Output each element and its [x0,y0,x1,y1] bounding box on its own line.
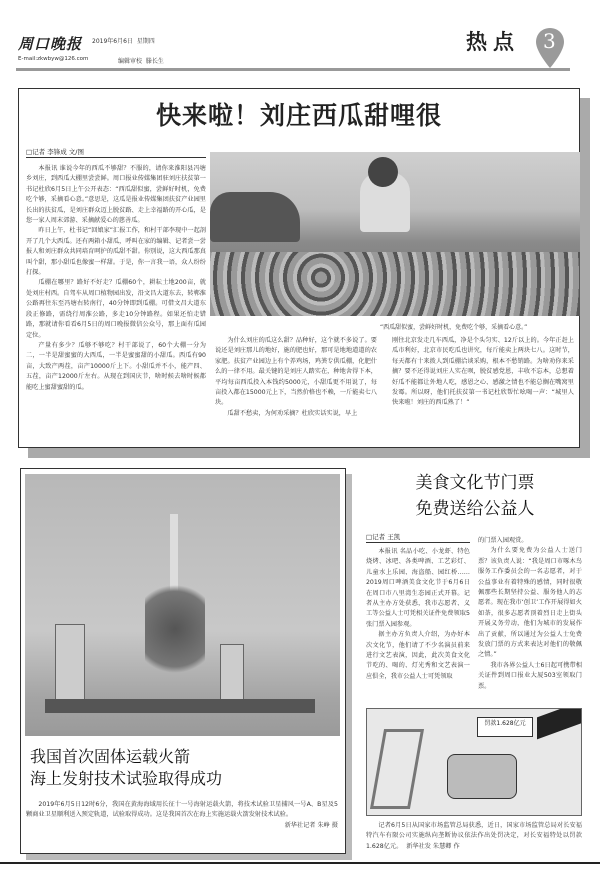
paragraph: 昨日上午，杜书记“回娘家”汇报工作，和村干部李现中一起剖开了几个大西瓜。还有两箱小甜瓜，呼叫在家的编辑、记者尝一尝报人和刘庄群众共同培育呵护的瓜甜不甜。你别说，这大西瓜那真叫个甜，那小甜瓜也像蜜一样甜。于是，你一言我一语，众人纷纷打探。 [26,227,206,277]
editor-label: 编辑审校 [118,58,143,65]
ford-fine-body [366,821,582,852]
headline-rocket [30,746,222,790]
paragraph: 为什么刘庄的瓜这么甜？品种好，这个就不多说了。要说还是刘庄那儿的地好，施的肥也好，那可是地地道道的农家肥。扶贫产业园边上有个养鸡场，鸡粪专供瓜棚，化肥什么的一律不用。最关键的是刘庄人踏实在，种地舍得下本，平均每亩西瓜投入本钱约5000元，小甜瓜更不用说了，每亩投入都在15000元上下，当然价格也不赖，一斤能卖七八块。 [215,337,377,407]
headline-line: 免费送给公益人 [415,499,535,519]
cartoon-credit: 新华社发 朱慧卿 作 [406,842,460,850]
paragraph: 瓜棚在哪里？路好不好走？瓜棚60个，耕耘土地200亩，就处刘庄村西。自驾车从周口植物园出发，沿文昌大道东去，转郸淮公路再往东至冯塘右转南行，40分钟即到瓜棚。可借文昌大道东段正修路，需绕行周淮公路，多走10分钟路程。如果还怕走错路，那就请你看看6月5日的周口晚报微信公众号，那上面有瓜园定位。 [26,279,206,339]
headline-watermelon: 快来啦！刘庄西瓜甜哩很 [155,101,442,130]
paragraph: 2019年6月5日12时6分，我国在黄海海域用长征十一号海射运载火箭，将技术试验卫星捕风一号A、B星及5颗商业卫星顺利送入预定轨道，试验取得成功。这是我国首次在海上实施运载火箭发射技术试验。 [26,801,338,819]
byline: □记者 李锋成 文/图 [26,147,206,158]
paragraph: 我市各界公益人士6日起可携带相关证件到周口报业大厦503室领取门票。 [478,661,582,690]
weekday: 星期四 [136,38,155,45]
page-number: 3 [543,29,556,53]
rocket-body [26,800,338,831]
footer-rule [0,862,600,864]
masthead-logo: 周口晚报 [18,35,83,53]
food-column-1 [366,547,470,682]
paragraph: 据主办方负责人介绍，为办好本次文化节，他们请了不少名演员前来进行文艺表演，因此，此次美食文化节吃的、喝的、灯光秀和文艺表演一应俱全，我市公益人士可凭领取 [366,631,470,680]
headline-food-festival [365,470,585,522]
paragraph: 为什么要免费为公益人士送门票？该负责人说：“我是周口市啄木鸟服务工作委员会的一名志愿者，对于公益事业有着特殊的感情，同时很敬佩那些长期坚持公益、服务他人的志愿者。现在我市‘创卫’工作开展得如火如荼，很多志愿者顶着烈日走上街头开展义务劳动，他们为城市的发展作出了贡献，所以通过为公益人士免费发放门票的方式来表达对他们的敬佩之情。” [478,547,582,659]
watermelon-photo [210,152,580,316]
paragraph: 产量有多少？瓜够不够吃？村干部说了，60个大棚一分为二，一半是甜蜜蜜的大西瓜，一半是蜜蜜甜的小甜瓜。西瓜有90亩，大致产两茬，亩产10000斤上下。小甜瓜并不小，能产四、五茬，亩产12000斤左右。从现在到国庆节，啥时候去啥时候都能吃上蜜甜蜜甜的瓜。 [26,341,206,391]
paragraph: 记者6月5日从国家市场监管总局获悉，近日，国家市场监管总局对长安福特汽车有限公司实施纵向垄断协议依法作出处罚决定，对长安福特处以罚款1.628亿元。 [366,822,582,850]
email: E-mail:zkwbyw@126.com [18,56,89,62]
paragraph: 本报讯 名品小吃、小龙虾、特色烧烤、冰吧、各类啤酒、工艺彩灯、儿童水上乐园、海盗船、园红桥……2019周口啤酒美食文化节于6月6日在周口市八里湾生态园正式开幕。记者从主办方处获悉，我市志愿者、义工等公益人士可凭相关证件免费领取5张门票入园参观。 [366,548,470,628]
headline-line: 我国首次固体运载火箭 [30,747,191,766]
photo-caption: “西瓜甜似蜜，尝鲜好时机，免费吃个够，采摘看心意。” [380,324,528,331]
issue-date [92,36,155,45]
food-column-2 [478,536,582,692]
page-number-badge [534,26,566,64]
headline-line: 美食文化节门票 [415,473,535,493]
photo-credit: 新华社记者 朱峥 摄 [284,821,338,829]
fine-label: 罚款1.628亿元 [477,717,533,737]
paragraph: 的门票入园观赏。 [478,537,528,544]
article-column-2 [215,336,377,419]
headline-line: 海上发射技术试验取得成功 [30,769,223,788]
paragraph: 刚往北京发走几车西瓜，净是个头匀实、12斤以上的。今年正赶上瓜市利好，北京市民吃瓜也讲究，每斤能卖上两块七八。这时节，每天都有十来拨人到瓜棚洽谈采购，根本不愁销路。为啥劝你来采摘？要不还得说刘庄人实在呗，脱贫感党恩，丰收不忘本，总想着好瓜不能都让外地人吃，感恩之心、感激之情也不能总搁在嘴窝里发霉。所以呀，他们托扶贫第一书记杜欣帮忙吆喝一声：“城里人快来啦！刘庄的西瓜熟了！” [392,337,574,407]
section-title: 热点 [466,29,520,54]
article-column-1 [26,164,206,393]
byline: □记者 王凯 [366,532,470,543]
editor-name: 滕长生 [145,58,164,65]
paragraph: 本报讯 谁说今年的西瓜不够甜？不服的，请你来淮阳县冯塘乡刘庄，到西瓜大棚里尝尝鲜。周口报业传媒集团驻刘庄扶贫第一书记杜欣6月5日上午公开表态：“西瓜甜似蜜，尝鲜好时机，免费吃个够，采摘看心意。”意思是，这瓜是报业传媒集团扶贫产业园里长出的扶贫瓜，是刘庄群众迈上脱贫路、走上幸福路的开心瓜，是您一家人周末郊游、采摘献爱心的慈善瓜。 [26,165,206,225]
paragraph: 瓜甜不愁卖，为何劝采摘？杜欣实话实说，早上 [227,409,358,417]
date: 2019年6月6日 [92,38,133,45]
rocket-launch-photo [25,474,340,736]
editor-info [118,56,164,65]
article-column-3 [392,336,574,409]
fine-cartoon [366,708,582,816]
header-rule [16,68,570,71]
